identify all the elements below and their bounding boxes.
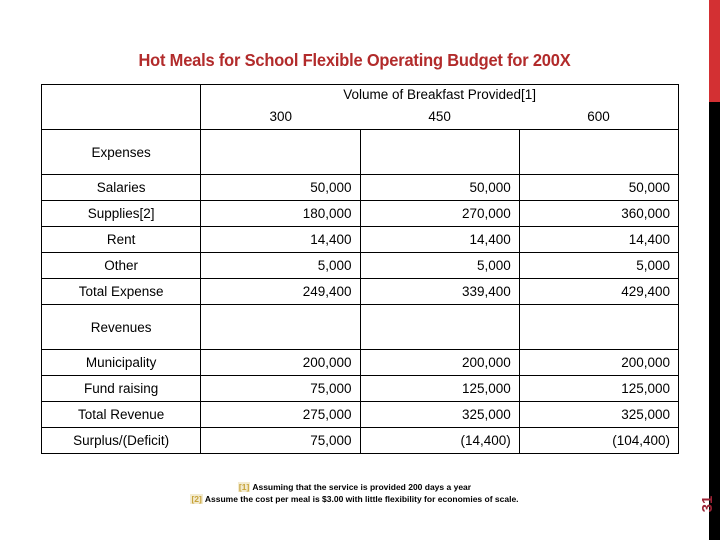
footnote-text: Assuming that the service is provided 200 days a year (250, 482, 472, 492)
row-value: 180,000 (201, 201, 360, 227)
row-value: 275,000 (201, 402, 360, 428)
header-volume-value: 300 (269, 109, 292, 125)
section-blank-cell (519, 305, 678, 350)
table-row (42, 253, 679, 279)
row-value: 5,000 (360, 253, 519, 279)
page-title: Hot Meals for School Flexible Operating Budget for 200X (138, 50, 571, 70)
row-label: Municipality (42, 350, 201, 376)
footnote-marker[interactable]: [1] (238, 482, 250, 492)
row-value: 339,400 (360, 279, 519, 305)
decorative-red-bar (709, 0, 720, 102)
row-value: 200,000 (201, 350, 360, 376)
footnotes (0, 482, 709, 505)
table-section-row (42, 305, 679, 350)
table-row (42, 376, 679, 402)
row-value: 249,400 (201, 279, 360, 305)
row-value: 50,000 (201, 175, 360, 201)
budget-table (41, 84, 679, 454)
row-label: Salaries (42, 175, 201, 201)
section-blank-cell (201, 130, 360, 175)
row-label: Total Expense (42, 279, 201, 305)
row-value: (104,400) (519, 428, 678, 454)
table-section-row (42, 130, 679, 175)
row-value: 5,000 (201, 253, 360, 279)
footnote-line (0, 482, 709, 494)
table-row (42, 201, 679, 227)
table-row (42, 227, 679, 253)
row-value: 325,000 (360, 402, 519, 428)
row-value: 200,000 (360, 350, 519, 376)
row-value: (14,400) (360, 428, 519, 454)
table-row (42, 279, 679, 305)
header-volume-values (201, 106, 679, 130)
row-label: Surplus/(Deficit) (42, 428, 201, 454)
row-value: 75,000 (201, 376, 360, 402)
footnote-text: Assume the cost per meal is $3.00 with little flexibility for economies of scale. (202, 493, 519, 504)
row-label: Total Revenue (42, 402, 201, 428)
section-blank-cell (519, 130, 678, 175)
row-value: 325,000 (519, 402, 678, 428)
row-label: Rent (42, 227, 201, 253)
header-volume-label: Volume of Breakfast Provided[1] (201, 85, 679, 106)
row-label: Supplies[2] (42, 201, 201, 227)
table-row (42, 175, 679, 201)
row-value: 5,000 (519, 253, 678, 279)
table-row (42, 402, 679, 428)
header-corner-cell (42, 85, 201, 130)
row-label: Fund raising (42, 376, 201, 402)
header-volume-value: 600 (587, 109, 610, 125)
table-row (42, 428, 679, 454)
page-number: 31 (699, 495, 716, 513)
section-label: Revenues (42, 305, 201, 350)
row-value: 50,000 (360, 175, 519, 201)
row-value: 50,000 (519, 175, 678, 201)
row-value: 125,000 (519, 376, 678, 402)
row-value: 200,000 (519, 350, 678, 376)
section-label: Expenses (42, 130, 201, 175)
decorative-black-bar (709, 102, 720, 540)
row-label: Other (42, 253, 201, 279)
row-value: 125,000 (360, 376, 519, 402)
row-value: 14,400 (201, 227, 360, 253)
section-blank-cell (201, 305, 360, 350)
row-value: 429,400 (519, 279, 678, 305)
footnote-line (0, 494, 709, 506)
table-row (42, 350, 679, 376)
section-blank-cell (360, 130, 519, 175)
section-blank-cell (360, 305, 519, 350)
row-value: 14,400 (519, 227, 678, 253)
header-volume-value: 450 (428, 109, 451, 125)
row-value: 75,000 (201, 428, 360, 454)
row-value: 270,000 (360, 201, 519, 227)
row-value: 14,400 (360, 227, 519, 253)
table-header-row (42, 85, 679, 106)
row-value: 360,000 (519, 201, 678, 227)
footnote-marker[interactable]: [2] (191, 493, 202, 504)
